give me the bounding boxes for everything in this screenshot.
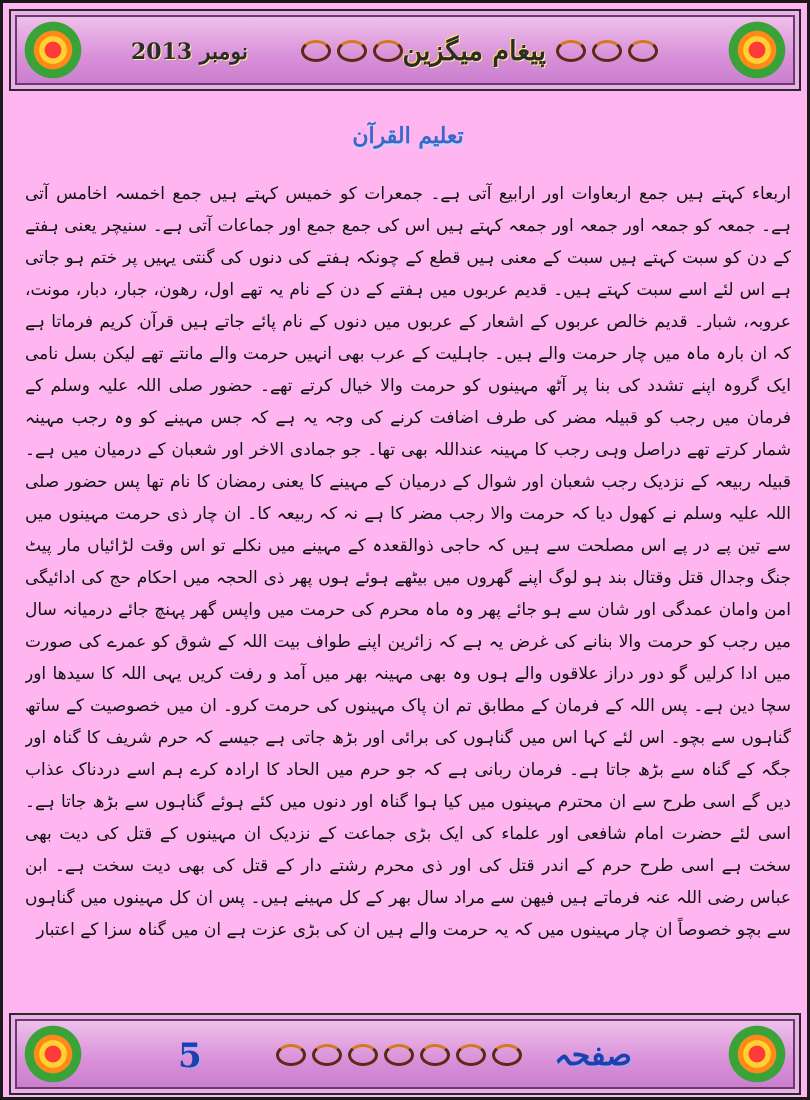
flower-ornament-icon xyxy=(21,1022,85,1086)
flower-ornament-icon xyxy=(21,18,85,82)
page-label: صفحہ xyxy=(554,1038,632,1073)
article-title: تعلیم القرآن xyxy=(352,123,464,149)
flower-ornament-icon xyxy=(725,1022,789,1086)
scroll-ornament-icon xyxy=(276,1035,522,1075)
footer-band xyxy=(9,1013,801,1095)
magazine-name: پیغام میگزین xyxy=(402,36,546,67)
flower-ornament-icon xyxy=(725,18,789,82)
page-number: 5 xyxy=(178,1036,202,1076)
header-band xyxy=(9,9,801,91)
scroll-ornament-icon xyxy=(301,31,403,71)
scroll-ornament-icon xyxy=(556,31,658,71)
issue-date: 2013 نومبر xyxy=(131,39,248,65)
article-body: اربعاء کہتے ہیں جمع اربعاوات اور ارابیع آتی ہے۔ جمعرات کو خمیس کہتے ہیں جمع اخمسہ اخامس آتی ہے۔ جمعہ کو جمعہ اور جمعہ اور جمعہ کہتے ہیں اس کی جمع جمع اور جماعات آتی ہے۔ سنیچر یعنی ہفتے کے دن کو سبت کہتے ہیں سبت کے معنی ہیں قطع کے چونکہ ہفتے کی دنوں کی گنتی یہیں پر ختم ہو جاتی ہے اس لئے اسے سبت کہتے ہیں۔ قدیم عربوں میں ہفتے کے دن کے نام یہ تھے اول، رھون، جبار، دبار، مونت، عروبہ، شبار۔ قدیم خالص عربوں کے اشعار کے عربوں میں دنوں کے نام پائے جاتے ہیں قرآن کریم فرماتا ہے کہ ان بارہ ماہ میں چار حرمت والے ہیں۔ جاہلیت کے عرب بھی انہیں حرمت والے مانتے تھے لیکن بسل نامی ایک گروہ اپنے تشدد کی بنا پر آٹھ مہینوں کو حرمت والا خیال کرتے تھے۔ حضور صلی اللہ علیہ وسلم کے فرمان میں رجب کو قبیلہ مضر کی طرف اضافت کرنے کی وجہ یہ ہے کہ جس مہینے کو وہ رجب مہینہ شمار کرتے تھے دراصل وہی رجب کا مہینہ عنداللہ بھی تھا۔ جو جمادی الاخر اور شعبان کے درمیان میں ہے۔ قبیلہ ربیعہ کے نزدیک رجب شعبان اور شوال کے درمیان کے مہینے کا یعنی رمضان کا نام تھا پس حضور صلی اللہ علیہ وسلم نے کھول دیا کہ حرمت والا رجب مضر کا ہے نہ کہ ربیعہ کا۔ ان چار ذی حرمت مہینوں میں سے تین پے در پے اس مصلحت سے ہیں کہ حاجی ذوالقعدہ کے مہینے میں نکلے تو اس وقت لڑائیاں مار پیٹ جنگ وجدال قتل وقتال بند ہو لوگ اپنے گھروں میں بیٹھے ہوئے ہوں پھر ذی الحجہ میں احکام حج کی ادائیگی امن وامان عمدگی اور شان سے ہو جائے پھر وہ ماہ محرم کی حرمت میں واپس گھر پہنچ جائے درمیانہ سال میں رجب کو حرمت والا بنانے کی غرض یہ ہے کہ زائرین اپنے طواف بیت اللہ کے شوق کو عمرے کی صورت میں ادا کرلیں گو دور دراز علاقوں والے ہوں وہ بھی مہینہ بھر میں آمد و رفت کریں یہی اللہ کا سیدھا اور سچا دین ہے۔ پس اللہ کے فرمان کے مطابق تم ان پاک مہینوں کی حرمت کرو۔ ان میں خصوصیت کے ساتھ گناہوں سے بچو۔ اس لئے کہا اس میں گناہوں کی برائی اور بڑھ جاتی ہے جیسے کہ حرم شریف کا گناہ اور جگہ کے گناہ سے بڑھ جاتا ہے۔ فرمان ربانی ہے کہ جو حرم میں الحاد کا ارادہ کرے ہم اسے دردناک عذاب دیں گے اسی طرح سے ان محترم مہینوں میں کیا ہوا گناہ اور دنوں میں کئے ہوئے گناہوں سے بڑھ جاتا ہے۔ اسی لئے حضرت امام شافعی اور علماء کی ایک بڑی جماعت کے نزدیک ان مہینوں کے قتل کی دیت بھی سخت ہے اسی طرح حرم کے اندر قتل کی اور ذی محرم رشتے دار کے قتل کی بھی دیت سخت ہے۔ ابن عباس رضی اللہ عنہ فرماتے ہیں فیھن سے مراد سال بھر کے کل مہینے ہیں۔ پس ان کل مہینوں میں گناہوں سے بچو خصوصاً ان چار مہینوں میں کہ یہ حرمت والے ہیں ان کی بڑی عزت ہے ان میں گناہ سزا کے اعتبار xyxy=(25,184,791,940)
